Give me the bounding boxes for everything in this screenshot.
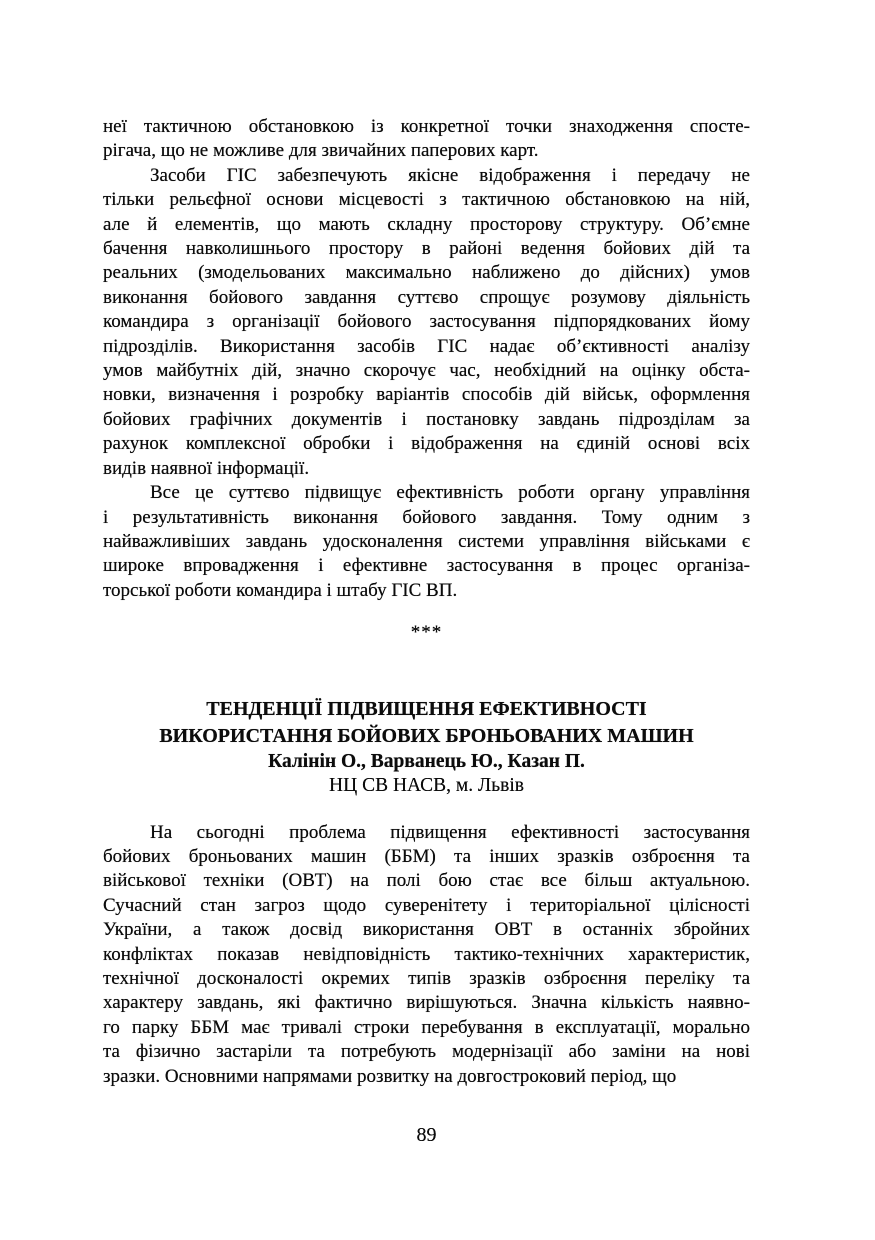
article-title bbox=[103, 696, 750, 750]
text-line: широке впровадження і ефективне застосування в процес організа- bbox=[103, 555, 750, 577]
text-line: торської роботи командира і штабу ГІС ВП. bbox=[103, 579, 458, 601]
text-line: зразки. Основними напрямами розвитку на довгостроковий період, що bbox=[103, 1065, 677, 1087]
text-line: командира з організації бойового застосування підпорядкованих йому bbox=[103, 311, 750, 333]
text-line: рахунок комплексної обробки і відображення на єдиній основі всіх bbox=[103, 433, 750, 455]
text-line: новки, визначення і розробку варіантів способів дій військ, оформлення bbox=[103, 384, 750, 406]
text-line: найважливіших завдань удосконалення системи управління військами є bbox=[103, 530, 750, 552]
text-line: України, а також досвід використання ОВТ в останніх збройних bbox=[103, 919, 750, 941]
page-number: 89 bbox=[416, 1124, 437, 1146]
text-line: Все це суттєво підвищує ефективність роботи органу управління bbox=[150, 482, 750, 504]
article-header bbox=[103, 696, 750, 797]
article-separator: *** bbox=[410, 622, 443, 644]
text-line: виконання бойового завдання суттєво спрощує розумову діяльність bbox=[103, 286, 750, 308]
text-line: підрозділів. Використання засобів ГІС надає об’єктивності аналізу bbox=[103, 335, 750, 357]
text-line: На сьогодні проблема підвищення ефективності застосування bbox=[150, 821, 750, 843]
text-line: го парку ББМ має тривалі строки перебування в експлуатації, морально bbox=[103, 1016, 750, 1038]
text-line: технічної досконалості окремих типів зразків озброєння переліку та bbox=[103, 967, 750, 989]
text-line: і результативність виконання бойового завдання. Тому одним з bbox=[103, 506, 750, 528]
text-line: бойових графічних документів і постановку завдань підрозділам за bbox=[103, 408, 750, 430]
article-affiliation: НЦ СВ НАСВ, м. Львів bbox=[329, 774, 524, 796]
text-line: конфліктах показав невідповідність тактико-технічних характеристик, bbox=[103, 943, 750, 965]
text-line: військової техніки (ОВТ) на полі бою стає все більш актуальною. bbox=[103, 870, 750, 892]
article-body bbox=[103, 821, 750, 1089]
text-line: рігача, що не можливе для звичайних паперових карт. bbox=[103, 140, 539, 162]
text-line: та фізично застаріли та потребують модернізації або заміни на нові bbox=[103, 1041, 750, 1063]
text-line: реальних (змодельованих максимально наближено до дійсних) умов bbox=[103, 262, 750, 284]
article-title-line-1: ТЕНДЕНЦІЇ ПІДВИЩЕННЯ ЕФЕКТИВНОСТІ bbox=[206, 697, 647, 720]
text-line: неї тактичною обстановкою із конкретної точки знаходження спосте- bbox=[103, 116, 750, 137]
text-line: бойових броньованих машин (ББМ) та інших зразків озброєння та bbox=[103, 845, 750, 867]
text-line: характеру завдань, які фактично вирішуються. Значна кількість наявно- bbox=[103, 992, 750, 1014]
article-title-line-2: ВИКОРИСТАННЯ БОЙОВИХ БРОНЬОВАНИХ МАШИН bbox=[159, 724, 694, 747]
text-line: тільки рельєфної основи місцевості з тактичною обстановкою на ній, bbox=[103, 189, 750, 211]
text-line: Засоби ГІС забезпечують якісне відображення і передачу не bbox=[150, 164, 750, 186]
text-line: Сучасний стан загроз щодо суверенітету і територіальної цілісності bbox=[103, 894, 750, 916]
text-line: але й елементів, що мають складну просторову структуру. Об’ємне bbox=[103, 213, 750, 235]
text-line: умов майбутніх дій, значно скорочує час, необхідний на оцінку обста- bbox=[103, 360, 750, 382]
text-line: видів наявної інформації. bbox=[103, 457, 310, 479]
page-text-column bbox=[103, 115, 750, 1089]
previous-article-continuation bbox=[103, 115, 750, 603]
article-authors: Калінін О., Варванець Ю., Казан П. bbox=[268, 750, 585, 772]
text-line: бачення навколишнього простору в районі ведення бойових дій та bbox=[103, 238, 750, 260]
